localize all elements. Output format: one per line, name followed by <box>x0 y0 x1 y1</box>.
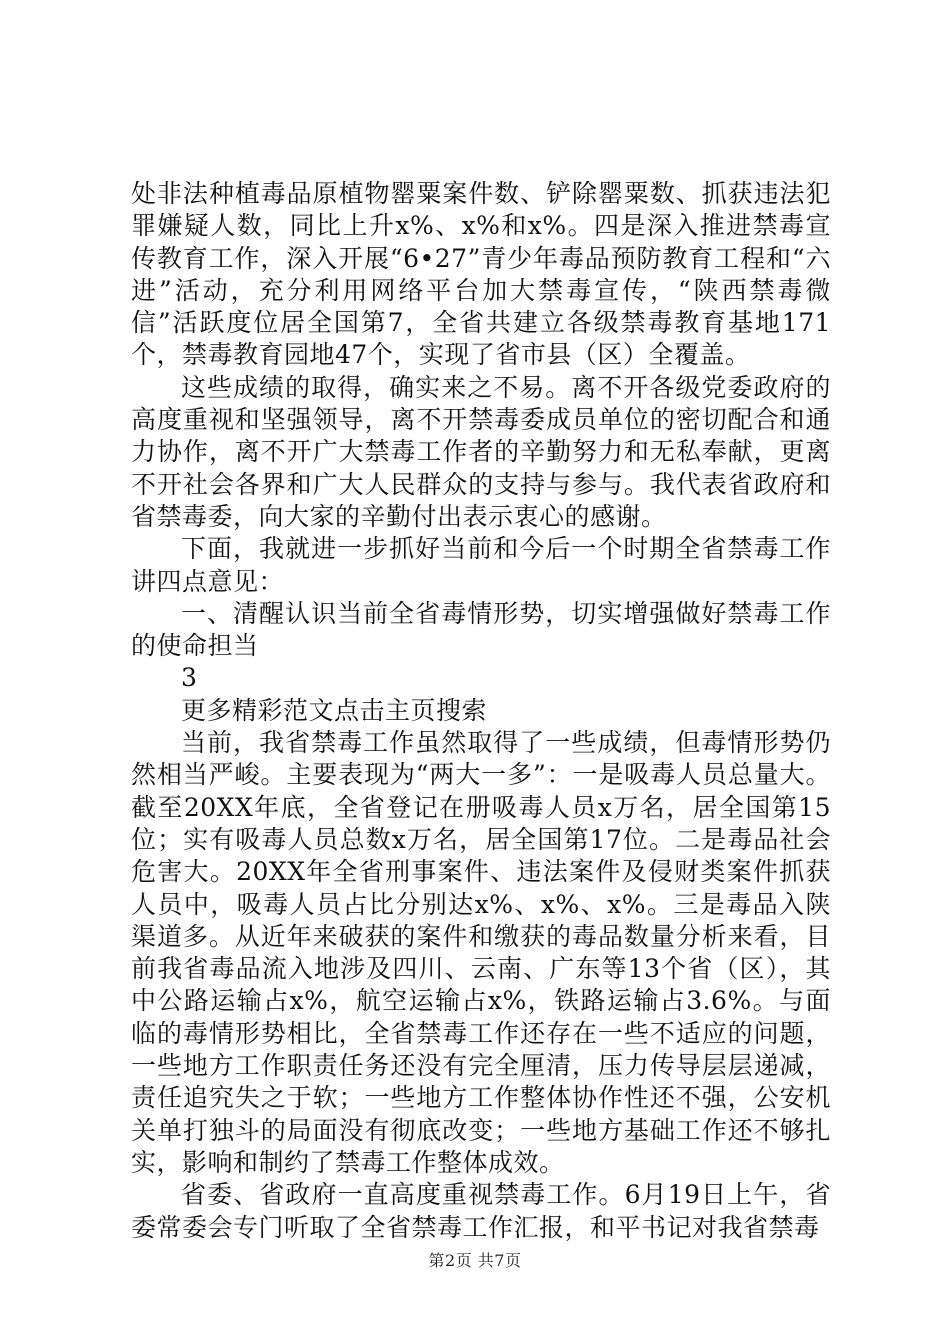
section-heading-1: 一、清醒认识当前全省毒情形势，切实增强做好禁毒工作的使命担当 <box>131 598 831 661</box>
paragraph-5: 省委、省政府一直高度重视禁毒工作。6月19日上午，省委常委会专门听取了全省禁毒工作汇报，和平书记对我省禁毒 <box>131 1180 831 1242</box>
paragraph-3: 下面，我就进一步抓好当前和今后一个时期全省禁毒工作讲四点意见： <box>131 534 831 596</box>
paragraph-1: 处非法种植毒品原植物罂粟案件数、铲除罂粟数、抓获违法犯罪嫌疑人数，同比上升x%、x%和x%。四是深入推进禁毒宣传教育工作，深入开展“6•27”青少年毒品预防教育工程和“六进”活动，充分利用网络平台加大禁毒宣传，“陕西禁毒微信”活跃度位居全国第7，全省共建立各级禁毒教育基地171个，禁毒教育园地47个，实现了省市县（区）全覆盖。 <box>131 179 831 370</box>
paragraph-4: 当前，我省禁毒工作虽然取得了一些成绩，但毒情形势仍然相当严峻。主要表现为“两大一多”：一是吸毒人员总量大。截至20XX年底，全省登记在册吸毒人员x万名，居全国第15位；实有吸毒人员总数x万名，居全国第17位。二是毒品社会危害大。20XX年全省刑事案件、违法案件及侵财类案件抓获人员中，吸毒人员占比分别达x%、x%、x%。三是毒品入陕渠道多。从近年来破获的案件和缴获的毒品数量分析来看，目前我省毒品流入地涉及四川、云南、广东等13个省（区），其中公路运输占x%，航空运输占x%，铁路运输占3.6%。与面临的毒情形势相比，全省禁毒工作还存在一些不适应的问题，一些地方工作职责任务还没有完全厘清，压力传导层层递减，责任追究失之于软；一些地方工作整体协作性还不强，公安机关单打独斗的局面没有彻底改变；一些地方基础工作还不够扎实，影响和制约了禁毒工作整体成效。 <box>131 728 831 1177</box>
paragraph-2: 这些成绩的取得，确实来之不易。离不开各级党委政府的高度重视和坚强领导，离不开禁毒委成员单位的密切配合和通力协作，离不开广大禁毒工作者的辛勤努力和无私奉献，更离不开社会各界和广大人民群众的支持与参与。我代表省政府和省禁毒委，向大家的辛勤付出表示衷心的感谢。 <box>131 372 831 531</box>
document-body <box>131 178 831 1244</box>
promo-text: 更多精彩范文点击主页搜索 <box>181 695 488 725</box>
inline-number: 3 <box>181 663 198 693</box>
page-footer: 第2页 共7页 <box>428 1251 522 1270</box>
